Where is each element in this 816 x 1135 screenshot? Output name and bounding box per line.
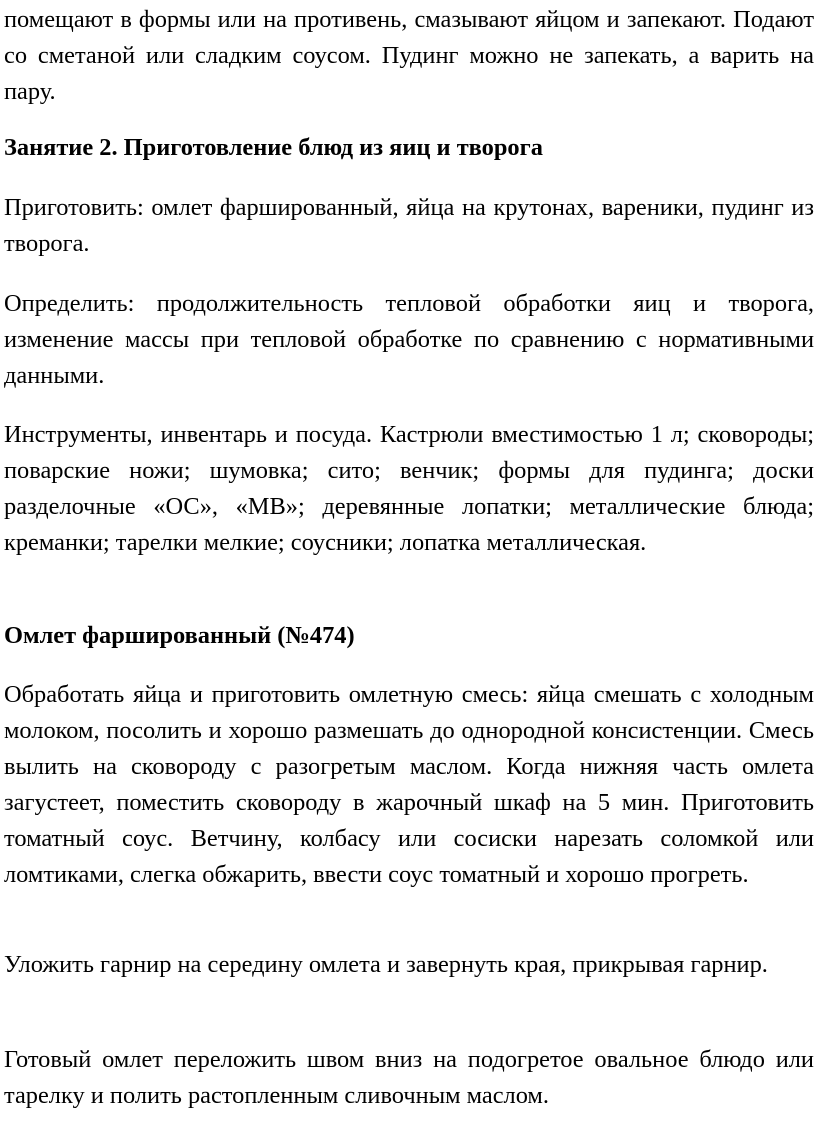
- paragraph-serve: Готовый омлет переложить швом вниз на подогретое овальное блюдо или тарелку и полить растопленным сливочным маслом.: [4, 1046, 814, 1109]
- paragraph-process: Обработать яйца и приготовить омлетную смесь: яйца смешать с холодным молоком, посолить и хорошо размешать до однородной консистенции. Смесь вылить на сковороду с разогретым маслом. Когда нижняя часть омлета загустеет, поместить сковороду в жарочный шкаф на 5 мин. Приготовить томатный соус. Ветчину, колбасу или сосиски нарезать соломкой или ломтиками, слегка обжарить, ввести соус томатный и хорошо прогреть.: [4, 681, 814, 888]
- paragraph-tools: Инструменты, инвентарь и посуда. Кастрюли вместимостью 1 л; сковороды; поварские ножи; шумовка; сито; венчик; формы для пудинга; доски разделочные «ОС», «МВ»; деревянные лопатки; металлические блюда; креманки; тарелки мелкие; соусники; лопатка металлическая.: [4, 421, 814, 556]
- heading-lesson: Занятие 2. Приготовление блюд из яиц и творога: [4, 134, 543, 161]
- heading-recipe: Омлет фаршированный (№474): [4, 622, 355, 649]
- paragraph-prepare: Приготовить: омлет фаршированный, яйца на крутонах, вареники, пудинг из творога.: [4, 194, 814, 257]
- paragraph-determine: Определить: продолжительность тепловой обработки яиц и творога, изменение массы при тепловой обработке по сравнению с нормативными данными.: [4, 290, 814, 389]
- paragraph-garnish: Уложить гарнир на середину омлета и завернуть края, прикрывая гарнир.: [4, 951, 768, 978]
- paragraph-intro: помещают в формы или на противень, смазывают яйцом и запекают. Подают со сметаной или сладким соусом. Пудинг можно не запекать, а варить на пару.: [4, 6, 814, 105]
